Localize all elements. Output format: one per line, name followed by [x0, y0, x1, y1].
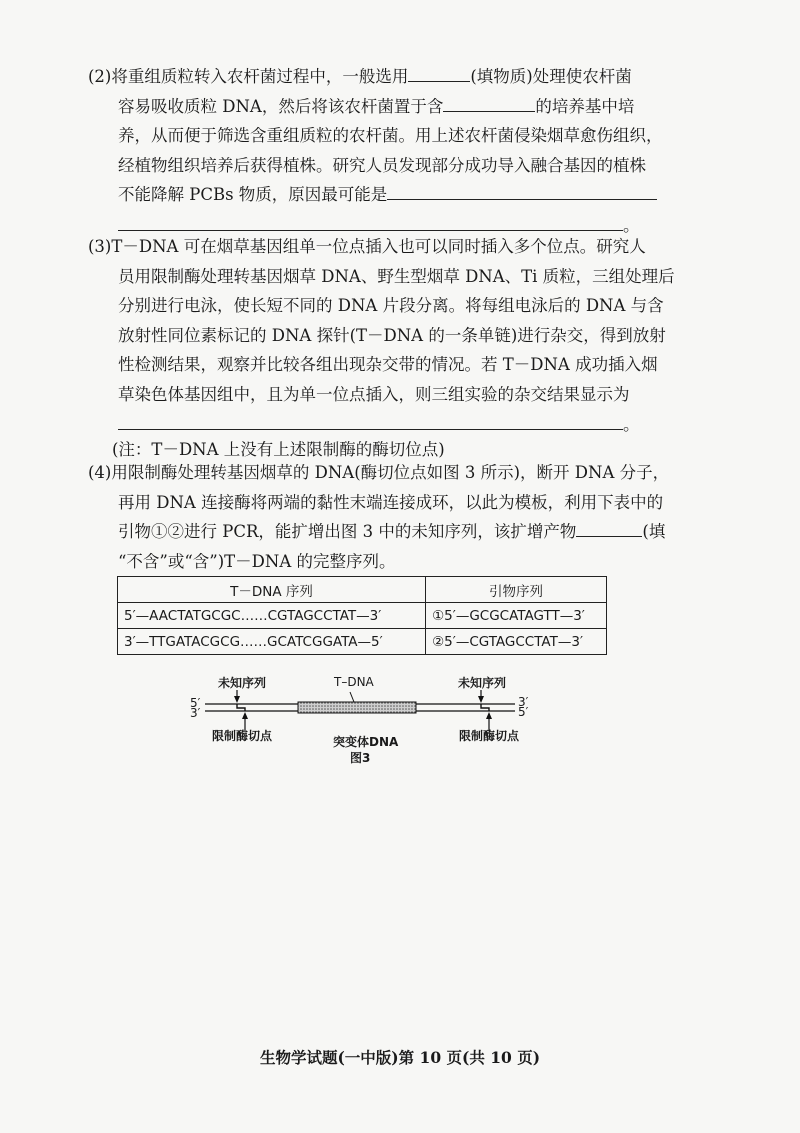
q2-line-3: 养，从而便于筛选含重组质粒的农杆菌。用上述农杆菌侵染烟草愈伤组织，: [118, 126, 663, 145]
q3-line-2: 员用限制酶处理转基因烟草 DNA、野生型烟草 DNA、Ti 质粒，三组处理后: [118, 266, 675, 286]
tdna-segment: [298, 702, 416, 713]
q3-line-4: 放射性同位素标记的 DNA 探针(T－DNA 的一条单链)进行杂交，得到放射: [118, 325, 666, 345]
q4-line-1: (4)用限制酶处理转基因烟草的 DNA(酶切位点如图 3 所示)，断开 DNA 分子，: [88, 463, 670, 482]
q4-line-4: “不含”或“含”)T－DNA 的完整序列。: [118, 551, 396, 571]
q4-line-3: 引物①②进行 PCR，能扩增出图 3 中的未知序列，该扩增产物 (填: [88, 517, 648, 547]
label-strand-end: 5′: [518, 705, 529, 719]
restriction-site-right: [481, 704, 489, 711]
arrowhead-site-right: [486, 712, 492, 719]
label-mutant-dna: 突变体DNA: [333, 735, 399, 749]
table-header: T－DNA 序列: [118, 577, 426, 603]
label-restriction-site-left: 限制酶切点: [212, 729, 273, 743]
restriction-site-left: [237, 704, 245, 711]
q2-line-4: 经植物组织培养后获得植株。研究人员发现部分成功导入融合基因的植株: [118, 155, 646, 175]
q2-line-2: 容易吸收质粒 DNA，然后将该农杆菌置于含 的培养基中培: [88, 92, 648, 122]
q3-note: (注：T－DNA 上没有上述限制酶的酶切位点): [112, 440, 445, 459]
q2-line-5: 不能降解 PCBs 物质，原因最可能是: [88, 180, 648, 210]
q3-line-7: 。: [88, 409, 648, 439]
arrowhead-unknown-left: [234, 696, 240, 703]
table-header: 引物序列: [426, 577, 607, 603]
q2-line-6: 。: [88, 210, 648, 240]
arrowhead-unknown-right: [478, 696, 484, 703]
table-cell: 3′—TTGATACGCG……GCATCGGATA—5′: [118, 629, 426, 655]
table-cell: ②5′—CGTAGCCTAT—3′: [426, 629, 607, 655]
table-cell: ①5′—GCGCATAGTT—3′: [426, 603, 607, 629]
label-restriction-site-right: 限制酶切点: [459, 729, 520, 743]
q3-line-1: (3)T－DNA 可在烟草基因组单一位点插入也可以同时插入多个位点。研究人: [88, 237, 646, 256]
label-unknown-sequence-left: 未知序列: [218, 676, 267, 690]
label-strand-end: 3′: [190, 706, 201, 720]
q3-line-3: 分别进行电泳，使长短不同的 DNA 片段分离。将每组电泳后的 DNA 与含: [118, 296, 664, 315]
q3-line-5: 性检测结果，观察并比较各组出现杂交带的情况。若 T－DNA 成功插入烟: [118, 355, 658, 374]
q4-line-2: 再用 DNA 连接酶将两端的黏性末端连接成环，以此为模板，利用下表中的: [118, 492, 664, 512]
page-footer: 生物学试题(一中版)第 10 页(共 10 页): [259, 1048, 541, 1067]
q2-line-1: (2)将重组质粒转入农杆菌过程中，一般选用 (填物质)处理使农杆菌: [88, 62, 648, 92]
figure-caption: 图3: [350, 751, 371, 765]
label-strand-end: 5′: [190, 696, 201, 710]
q3-line-6: 草染色体基因组中，且为单一位点插入，则三组实验的杂交结果显示为: [118, 384, 630, 404]
arrowhead-site-left: [242, 712, 248, 719]
label-tdna: T–DNA: [334, 675, 374, 689]
tdna-pointer: [350, 692, 354, 702]
table-cell: 5′—AACTATGCGC……CGTAGCCTAT—3′: [118, 603, 426, 629]
label-unknown-sequence-right: 未知序列: [458, 676, 507, 690]
label-strand-end: 3′: [518, 695, 529, 709]
